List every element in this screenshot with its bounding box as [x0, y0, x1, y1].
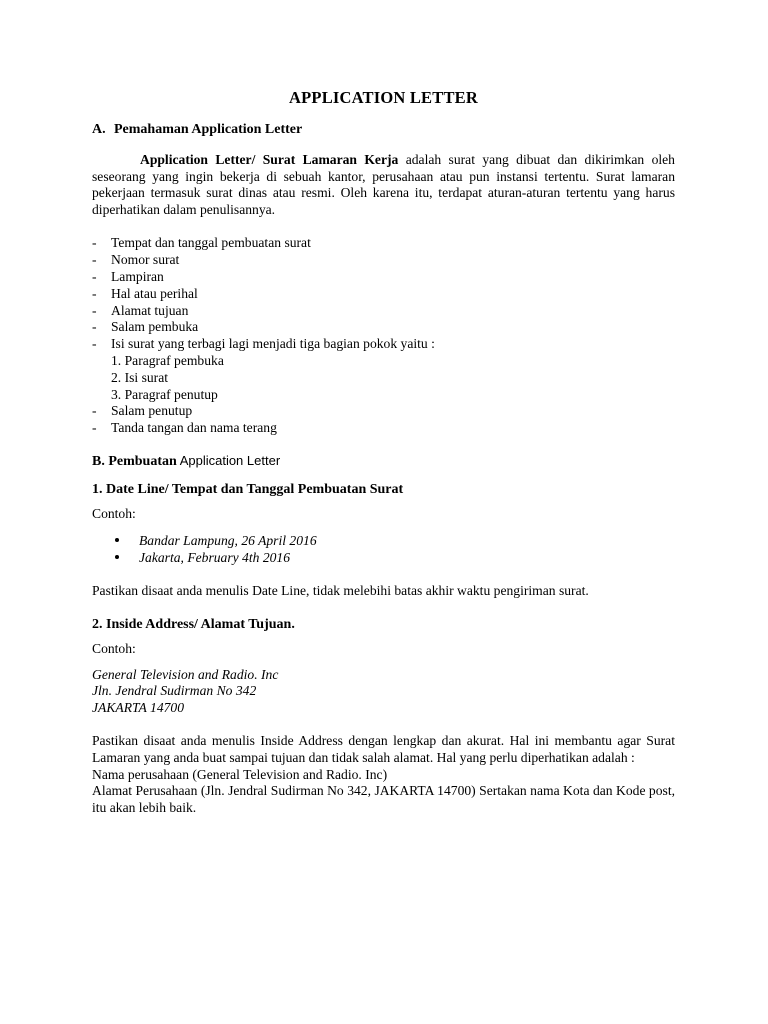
document-page [92, 88, 675, 816]
inside-address-heading: 2. Inside Address/ Alamat Tujuan. [92, 616, 295, 632]
date-line-heading: 1. Date Line/ Tempat dan Tanggal Pembuatan Surat [92, 481, 404, 497]
document-title: APPLICATION LETTER [289, 88, 478, 107]
intro-bold-term: Application Letter/ Surat Lamaran Kerja [140, 152, 399, 167]
date-line-contoh-label: Contoh: [92, 505, 136, 521]
section-b-title-bold: B. Pembuatan [92, 453, 177, 469]
list-item: - Lampiran [92, 268, 164, 284]
bullet-icon [115, 538, 119, 542]
address-line: Jln. Jendral Sudirman No 342 [92, 683, 257, 699]
list-item: - Nomor surat [92, 252, 180, 268]
inside-address-notes [92, 733, 675, 816]
address-line: JAKARTA 14700 [92, 699, 185, 715]
section-a-intro [92, 152, 675, 218]
list-item: - Salam pembuka [92, 319, 199, 335]
section-a-number: A. [92, 122, 106, 137]
inside-address-detail-2: Alamat Perusahaan (Jln. Jendral Sudirman No 342, JAKARTA 14700) Sertakan nama Kota dan Kode post, itu akan lebih baik. [92, 783, 675, 815]
list-item: - Isi surat yang terbagi lagi menjadi tiga bagian pokok yaitu : 1. Paragraf pembuka 2. Isi surat 3. Paragraf penutup [92, 336, 675, 403]
list-item: - Tanda tangan dan nama terang [92, 420, 277, 436]
list-item: - Salam penutup [92, 403, 193, 419]
sub-list-item: 2. Isi surat [111, 369, 169, 385]
section-a-title: Pemahaman Application Letter [114, 122, 303, 137]
inside-address-contoh-label: Contoh: [92, 640, 136, 656]
list-item: - Alamat tujuan [92, 302, 189, 318]
bullet-icon [115, 555, 119, 559]
date-line-note: Pastikan disaat anda menulis Date Line, tidak melebihi batas akhir waktu pengiriman surat. [92, 582, 589, 598]
letter-body-sublist [111, 353, 675, 403]
inside-address-note: Pastikan disaat anda menulis Inside Address dengan lengkap dan akurat. Hal ini membantu agar Surat Lamaran yang anda buat sampai tujuan dan tidak salah alamat. Hal yang perlu diperhatikan adalah : [92, 733, 675, 765]
address-example [92, 667, 675, 717]
section-b-heading [92, 453, 675, 470]
sub-list-item: 3. Paragraf penutup [111, 386, 218, 402]
section-a-heading [92, 122, 675, 138]
inside-address-detail-1: Nama perusahaan (General Television and Radio. Inc) [92, 766, 388, 782]
address-line: General Television and Radio. Inc [92, 666, 279, 682]
list-item: - Hal atau perihal [92, 285, 198, 301]
intro-text: adalah surat yang dibuat dan dikirimkan oleh seseorang yang ingin bekerja di sebuah kantor, perusahaan atau pun instansi tertentu. Surat lamaran pekerjaan termasuk surat dinas atau resmi. Oleh karena itu, terdapat aturan-aturan tertentu yang harus diperhatikan dalam penulisannya. [92, 152, 675, 217]
sub-list-item: 1. Paragraf pembuka [111, 352, 224, 368]
list-item: - Tempat dan tanggal pembuatan surat [92, 235, 311, 251]
date-example: Bandar Lampung, 26 April 2016 [115, 532, 675, 549]
date-line-examples [92, 532, 675, 566]
letter-parts-list [92, 235, 675, 437]
date-example: Jakarta, February 4th 2016 [115, 549, 675, 566]
section-b-title-rest: Application Letter [176, 452, 281, 468]
